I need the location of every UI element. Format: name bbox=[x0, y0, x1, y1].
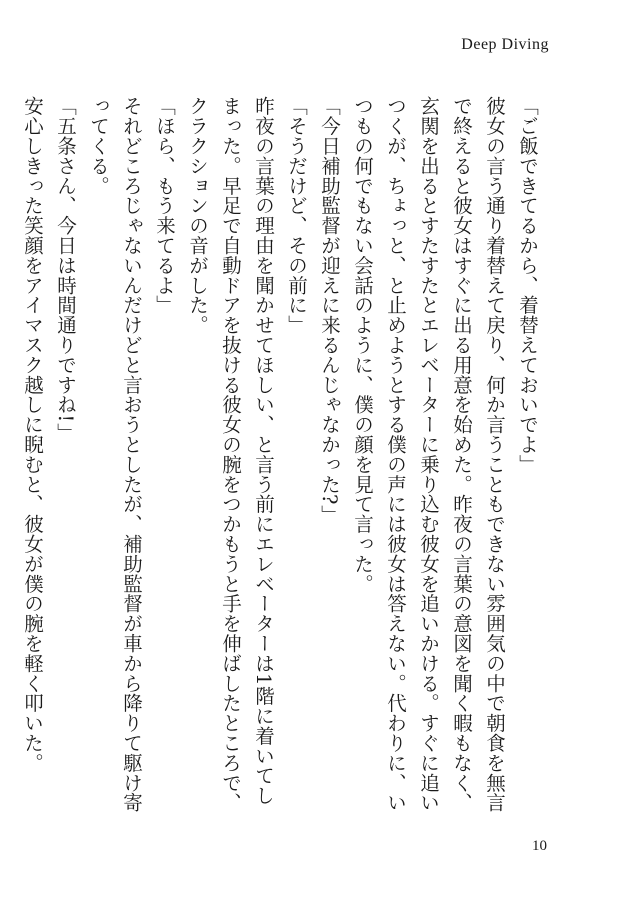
body-text bbox=[21, 96, 544, 822]
paragraph-1: 「ご飯できてるから、着替えておいでよ」 bbox=[516, 96, 539, 475]
paragraph-3: 「今日補助監督が迎えに来るんじゃなかった?」 bbox=[318, 96, 341, 525]
paragraph-9: 安心しきった笑顔をアイマスク越しに睨むと、彼女が僕の腕を軽く叩いた。 bbox=[21, 96, 44, 773]
paragraph-4: 「そうだけど、その前に」 bbox=[285, 96, 308, 335]
paragraph-8: 「五条さん、今日は時間通りですね!」 bbox=[54, 96, 77, 443]
paragraph-2: 彼女の言う通り着替えて戻り、何か言うこともできない雰囲気の中で朝食を無言で終えると彼女はすぐに出る用意を始めた。昨夜の言葉の意図を聞く暇もなく、玄関を出るとすたすたとエレベーターに乗り込む彼女を追いかける。すぐに追いつくが、ちょっと、と止めようとする僕の声には彼女は答えない。代わりに、いつもの何でもない会話のように、僕の顔を見て言った。 bbox=[351, 96, 506, 813]
paragraph-6: 「ほら、もう来てるよ」 bbox=[153, 96, 176, 315]
page-number: 10 bbox=[532, 838, 547, 854]
paragraph-7: それどころじゃないんだけどと言おうとしたが、補助監督が車から降りて駆け寄ってくる。 bbox=[87, 96, 143, 813]
paragraph-5: 昨夜の言葉の理由を聞かせてほしい、と言う前にエレベーターは1階に着いてしまった。早足で自動ドアを抜ける彼女の腕をつかもうと手を伸ばしたところで、クラクションの音がした。 bbox=[186, 96, 275, 813]
running-header: Deep Diving bbox=[461, 36, 549, 53]
